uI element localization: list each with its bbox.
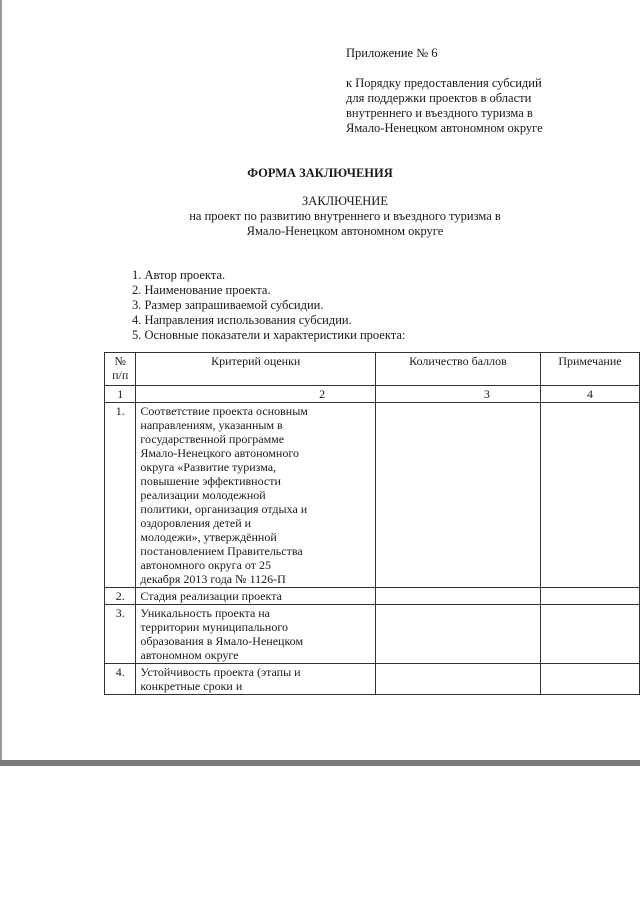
table-header-row <box>105 353 640 386</box>
index-cell: 4 <box>540 386 639 403</box>
appendix-block <box>346 46 543 136</box>
subtitle-line: Ямало-Ненецком автономном округе <box>246 224 444 238</box>
row-number: 1. <box>105 403 136 588</box>
row-criterion <box>136 403 376 588</box>
criterion-line: Ямало-Ненецкого автономного <box>140 446 299 460</box>
row-number: 4. <box>105 664 136 695</box>
list-item: 3. Размер запрашиваемой субсидии. <box>132 298 324 312</box>
subtitle-line: на проект по развитию внутреннего и въездного туризма в <box>189 209 501 223</box>
table-row <box>105 403 640 588</box>
criterion-line: Уникальность проекта на <box>140 606 271 620</box>
table-row <box>105 588 640 605</box>
items-list <box>132 268 405 343</box>
header-cell-number: № п/п <box>105 353 136 386</box>
criterion-line: постановлением Правительства <box>140 544 303 558</box>
list-item: 1. Автор проекта. <box>132 268 226 282</box>
list-item: 5. Основные показатели и характеристики проекта: <box>132 328 406 342</box>
criterion-line: Стадия реализации проекта <box>140 589 282 603</box>
header-cell-criterion: Критерий оценки <box>136 353 376 386</box>
criteria-table <box>104 352 640 695</box>
table-row <box>105 664 640 695</box>
criterion-line: конкретные сроки и <box>140 679 243 693</box>
criterion-line: территории муниципального <box>140 620 288 634</box>
criterion-line: автономного округа от 25 <box>140 558 272 572</box>
header-cell-score: Количество баллов <box>376 353 541 386</box>
criterion-line: молодежи», утверждённой <box>140 530 277 544</box>
list-item: 2. Наименование проекта. <box>132 283 271 297</box>
conclusion-subtitle <box>110 194 580 239</box>
row-number: 3. <box>105 605 136 664</box>
note-cell[interactable] <box>540 664 639 695</box>
row-number: 2. <box>105 588 136 605</box>
score-cell[interactable] <box>376 403 541 588</box>
note-cell[interactable] <box>540 605 639 664</box>
criterion-line: округа «Развитие туризма, <box>140 460 277 474</box>
criterion-line: автономном округе <box>140 648 239 662</box>
subtitle-line: ЗАКЛЮЧЕНИЕ <box>302 194 388 208</box>
criterion-line: декабря 2013 года № 1126-П <box>140 572 286 586</box>
appendix-line: для поддержки проектов в области <box>346 91 532 105</box>
criterion-line: оздоровления детей и <box>140 516 252 530</box>
index-cell: 1 <box>105 386 136 403</box>
criterion-line: политики, организация отдыха и <box>140 502 308 516</box>
note-cell[interactable] <box>540 403 639 588</box>
appendix-line: к Порядку предоставления субсидий <box>346 76 542 90</box>
appendix-number: Приложение № 6 <box>346 46 438 60</box>
row-criterion <box>136 605 376 664</box>
score-cell[interactable] <box>376 664 541 695</box>
appendix-line: Ямало-Ненецком автономном округе <box>346 121 543 135</box>
page-bottom-edge <box>0 760 640 766</box>
note-cell[interactable] <box>540 588 639 605</box>
criterion-line: государственной программе <box>140 432 285 446</box>
row-criterion <box>136 588 376 605</box>
index-cell: 2 <box>136 386 376 403</box>
criterion-line: Соответствие проекта основным <box>140 404 308 418</box>
appendix-line: внутреннего и въездного туризма в <box>346 106 533 120</box>
criterion-line: реализации молодежной <box>140 488 266 502</box>
list-item: 4. Направления использования субсидии. <box>132 313 352 327</box>
score-cell[interactable] <box>376 588 541 605</box>
table-index-row <box>105 386 640 403</box>
form-title: ФОРМА ЗАКЛЮЧЕНИЯ <box>247 166 393 180</box>
criterion-line: направлениям, указанным в <box>140 418 283 432</box>
index-cell: 3 <box>376 386 541 403</box>
criterion-line: образования в Ямало-Ненецком <box>140 634 304 648</box>
criterion-line: повышение эффективности <box>140 474 281 488</box>
criterion-line: Устойчивость проекта (этапы и <box>140 665 301 679</box>
header-cell-note: Примечание <box>540 353 639 386</box>
score-cell[interactable] <box>376 605 541 664</box>
table-row <box>105 605 640 664</box>
row-criterion <box>136 664 376 695</box>
page-left-edge <box>0 0 2 765</box>
